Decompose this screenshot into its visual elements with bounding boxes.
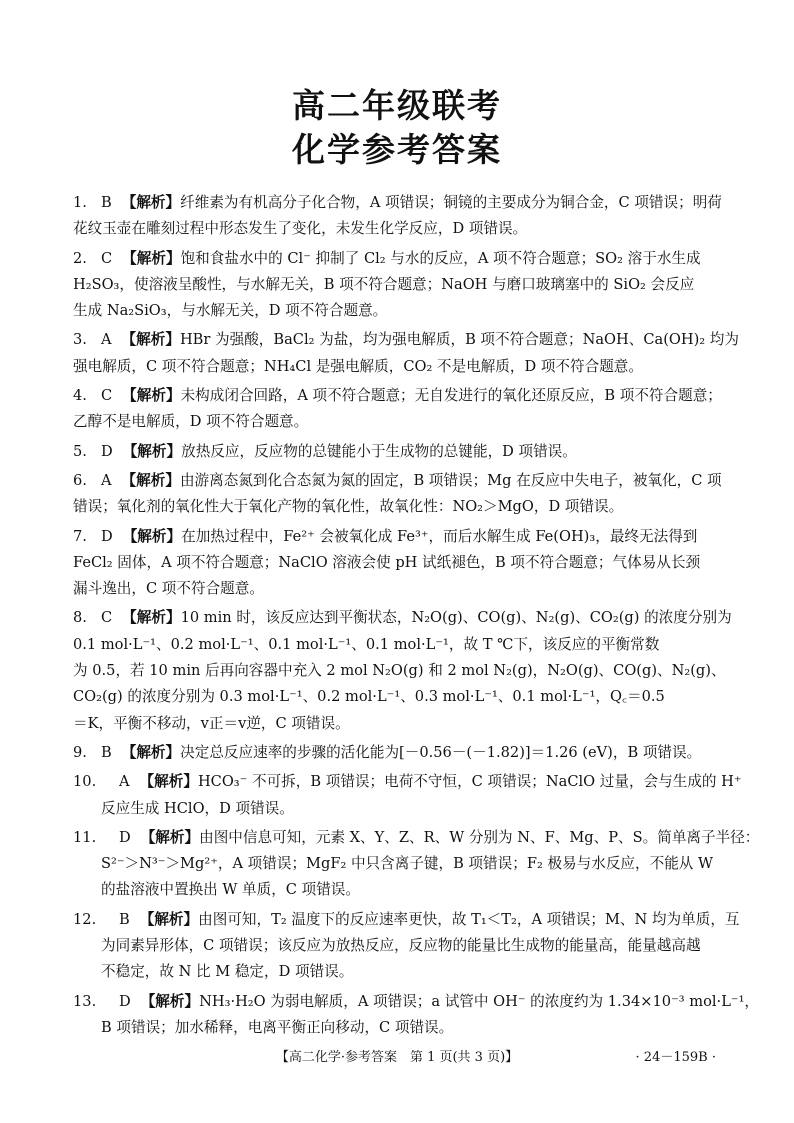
- explanation-line: 乙醇不是电解质，D 项不符合题意。: [73, 413, 309, 431]
- explanation-line: 花纹玉壶在雕刻过程中形态发生了变化，未发生化学反应，D 项错误。: [73, 220, 528, 238]
- explanation-text: 在加热过程中，Fe²⁺ 会被氧化成 Fe³⁺，而后水解生成 Fe(OH)₃，最终无法得到: [181, 527, 698, 545]
- answer-item: [73, 740, 723, 766]
- analysis-tag: 【解析】: [140, 828, 200, 846]
- title-line-1: 高二年级联考: [292, 86, 502, 125]
- answer-item: [73, 190, 723, 243]
- analysis-tag: 【解析】: [121, 331, 180, 349]
- explanation-line: [101, 524, 723, 550]
- explanation-text: 未构成闭合回路，A 项不符合题意；无自发进行的氧化还原反应，B 项不符合题意；: [180, 387, 722, 405]
- explanation-text: NH₃·H₂O 为弱电解质，A 项错误；a 试管中 OH⁻ 的浓度约为 1.34×10⁻³ mol·L⁻¹，: [199, 992, 760, 1010]
- answer-item: [73, 439, 723, 465]
- answer-item: [73, 907, 740, 986]
- analysis-tag: 【解析】: [122, 387, 181, 405]
- explanation-line: [101, 468, 723, 494]
- explanation-line: B 项错误；加水稀释，电离平衡正向移动，C 项错误。: [101, 1018, 454, 1036]
- answer-item: [73, 246, 723, 325]
- answer-item: [73, 468, 723, 521]
- explanation-line: [101, 327, 739, 353]
- explanation-text: 纤维素为有机高分子化合物，A 项错误；铜镜的主要成分为铜合金，C 项错误；明荷: [180, 194, 722, 211]
- answer-letter: A: [119, 773, 130, 791]
- question-number: 3.: [73, 331, 87, 349]
- question-number: 12.: [73, 910, 97, 928]
- explanation-line: [101, 383, 723, 409]
- answer-list: [73, 190, 760, 1044]
- answer-letter: D: [119, 828, 131, 846]
- question-number: 4.: [73, 387, 87, 405]
- question-number: 1.: [73, 194, 87, 211]
- answer-letter: B: [101, 743, 112, 761]
- explanation-text: 由图中信息可知，元素 X、Y、Z、R、W 分别为 N、F、Mg、P、S。简单离子半径：: [199, 828, 760, 846]
- explanation-line: 漏斗逸出，C 项不符合题意。: [73, 580, 264, 598]
- document-title: [0, 84, 794, 172]
- explanation-line: 的盐溶液中置换出 W 单质，C 项错误。: [101, 881, 360, 899]
- answer-letter: D: [101, 442, 113, 460]
- explanation-line: [101, 605, 732, 631]
- analysis-tag: 【解析】: [122, 527, 182, 545]
- answer-letter: D: [119, 992, 131, 1010]
- answer-item: [73, 605, 732, 736]
- explanation-line: 生成 Na₂SiO₃，与水解无关，D 项不符合题意。: [73, 302, 388, 320]
- answer-item: [73, 383, 723, 436]
- explanation-line: [119, 989, 760, 1015]
- answer-item: [73, 327, 739, 380]
- question-number: 8.: [73, 609, 87, 627]
- answer-item: [73, 825, 760, 904]
- explanation-line: CO₂(g) 的浓度分别为 0.3 mol·L⁻¹、0.2 mol·L⁻¹、0.3 mol·L⁻¹、0.1 mol·L⁻¹，Q꜀＝0.5: [73, 688, 665, 706]
- explanation-line: S²⁻＞N³⁻＞Mg²⁺，A 项错误；MgF₂ 中只含离子键，B 项错误；F₂ 极易与水反应，不能从 W: [101, 855, 714, 873]
- answer-letter: B: [101, 194, 112, 211]
- explanation-text: 10 min 时，该反应达到平衡状态，N₂O(g)、CO(g)、N₂(g)、CO₂(g) 的浓度分别为: [180, 609, 732, 627]
- explanation-line: [119, 907, 740, 933]
- explanation-line: [101, 439, 723, 465]
- explanation-line: FeCl₂ 固体，A 项不符合题意；NaClO 溶液会使 pH 试纸褪色，B 项不符合题意；气体易从长颈: [73, 553, 701, 571]
- analysis-tag: 【解析】: [121, 471, 180, 489]
- explanation-line: [119, 769, 742, 795]
- question-number: 2.: [73, 249, 87, 267]
- question-number: 10.: [73, 773, 97, 791]
- answer-item: [73, 524, 723, 603]
- explanation-text: 饱和食盐水中的 Cl⁻ 抑制了 Cl₂ 与水的反应，A 项不符合题意；SO₂ 溶于水生成: [180, 249, 701, 267]
- explanation-text: 由游离态氮到化合态氮为氮的固定，B 项错误；Mg 在反应中失电子，被氧化，C 项: [179, 471, 722, 489]
- explanation-line: 不稳定，故 N 比 M 稳定，D 项错误。: [101, 963, 354, 981]
- explanation-text: 由图可知，T₂ 温度下的反应速率更快，故 T₁＜T₂，A 项错误；M、N 均为单质，互: [198, 910, 740, 928]
- footer-code: · 24－159B ·: [635, 1050, 716, 1065]
- analysis-tag: 【解析】: [122, 609, 181, 627]
- question-number: 13.: [73, 992, 97, 1010]
- answer-letter: A: [101, 471, 112, 489]
- explanation-line: [101, 740, 723, 766]
- question-number: 11.: [73, 828, 97, 846]
- explanation-line: 0.1 mol·L⁻¹、0.2 mol·L⁻¹、0.1 mol·L⁻¹、0.1 mol·L⁻¹，故 T ℃下，该反应的平衡常数: [73, 635, 660, 653]
- question-number: 9.: [73, 743, 87, 761]
- answer-letter: D: [101, 527, 113, 545]
- analysis-tag: 【解析】: [122, 442, 182, 460]
- answer-item: [73, 769, 742, 822]
- question-number: 7.: [73, 527, 87, 545]
- answer-letter: C: [101, 249, 113, 267]
- analysis-tag: 【解析】: [139, 773, 198, 791]
- explanation-line: [101, 190, 723, 216]
- footer-page-info: 【高二化学·参考答案 第 1 页(共 3 页)】: [275, 1050, 519, 1065]
- answer-letter: A: [101, 331, 112, 349]
- answer-item: [73, 989, 760, 1042]
- answer-letter: C: [101, 387, 113, 405]
- question-number: 6.: [73, 471, 87, 489]
- title-line-2: 化学参考答案: [292, 130, 502, 169]
- explanation-line: ＝K，平衡不移动，v正＝v逆，C 项错误。: [73, 714, 350, 732]
- analysis-tag: 【解析】: [139, 910, 199, 928]
- explanation-line: 错误；氧化剂的氧化性大于氧化产物的氧化性，故氧化性：NO₂＞MgO，D 项错误。: [73, 498, 624, 516]
- explanation-line: [101, 246, 723, 272]
- explanation-line: 强电解质，C 项不符合题意；NH₄Cl 是强电解质，CO₂ 不是电解质，D 项不符合题意。: [73, 357, 643, 375]
- explanation-line: 为 0.5，若 10 min 后再向容器中充入 2 mol N₂O(g) 和 2 mol N₂(g)，N₂O(g)、CO(g)、N₂(g)、: [73, 662, 726, 680]
- explanation-text: 决定总反应速率的步骤的活化能为[－0.56－(－1.82)]＝1.26 (eV)，B 项错误。: [180, 743, 702, 761]
- analysis-tag: 【解析】: [140, 992, 200, 1010]
- explanation-text: 放热反应，反应物的总键能小于生成物的总键能，D 项错误。: [181, 442, 577, 460]
- explanation-text: HCO₃⁻ 不可拆，B 项错误；电荷不守恒，C 项错误；NaClO 过量，会与生成的 H⁺: [197, 773, 742, 791]
- answer-letter: B: [119, 910, 130, 928]
- analysis-tag: 【解析】: [121, 743, 181, 761]
- explanation-line: 为同素异形体，C 项错误；该反应为放热反应，反应物的能量比生成物的能量高，能量越高越: [101, 937, 701, 955]
- question-number: 5.: [73, 442, 87, 460]
- answer-letter: C: [101, 609, 113, 627]
- analysis-tag: 【解析】: [122, 249, 181, 267]
- explanation-line: H₂SO₃，使溶液呈酸性，与水解无关，B 项不符合题意；NaOH 与磨口玻璃塞中的 SiO₂ 会反应: [73, 275, 695, 293]
- analysis-tag: 【解析】: [121, 194, 181, 211]
- explanation-line: 反应生成 HClO，D 项错误。: [101, 799, 294, 817]
- explanation-line: [119, 825, 760, 851]
- explanation-text: HBr 为强酸，BaCl₂ 为盐，均为强电解质，B 项不符合题意；NaOH、Ca(OH)₂ 均为: [179, 331, 739, 349]
